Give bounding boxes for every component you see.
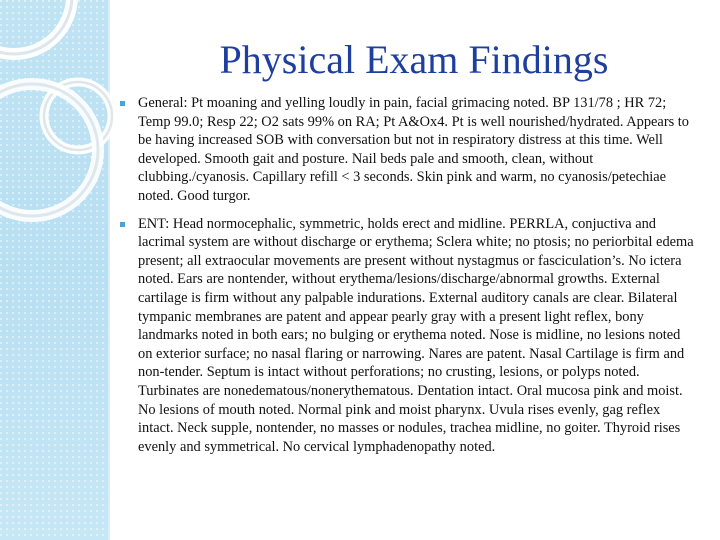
bullet-item-ent bbox=[118, 215, 698, 457]
bullet-square-icon bbox=[120, 222, 125, 227]
ring-top bbox=[0, 0, 72, 54]
bullet-list bbox=[118, 94, 698, 465]
slide-title: Physical Exam Findings bbox=[219, 37, 609, 82]
bullet-square-icon bbox=[120, 101, 125, 106]
bullet-text: ENT: Head normocephalic, symmetric, holds erect and midline. PERRLA, conjuctiva and lacrimal system are without discharge or erythema; Sclera white; no ptosis; no periorbital edema present; all extraocular movements are present without nystagmus or fasciculation’s. No ictera noted. Ears are nontender, without erythema/lesions/discharge/abnormal growths. External cartilage is firm without any palpable indurations. External auditory canals are clear. Bilateral tympanic membranes are patent and appear pearly gray with a present light reflex, bony landmarks noted in both ears; no bulging or erythema noted. Nose is midline, no lesions noted on exterior surface; no nasal flaring or narrowing. Nares are patent. Nasal Cartilage is firm and non-tender. Septum is intact without perforations; no crusting, lesions, or polyps noted. Turbinates are nonedematous/nonerythematous. Dentation intact. Oral mucosa pink and moist. No lesions of mouth noted. Normal pink and moist pharynx. Uvula rises evenly, gag reflex intact. Neck supple, nontender, no masses or nodules, trachea midline, no goiter. Thyroid rises evenly and symmetrical. No cervical lymphadenopathy noted. bbox=[138, 215, 694, 455]
bullet-item-general bbox=[118, 94, 698, 206]
bullet-text: General: Pt moaning and yelling loudly in pain, facial grimacing noted. BP 131/78 ; HR 72; Temp 99.0; Resp 22; O2 sats 99% on RA; Pt A&Ox4. Pt is well nourished/hydrated. Appears to be having increased SOB with conversation but not in respiratory distress at this time. Well developed. Smooth gait and posture. Nail beds pale and smooth, clean, without clubbing./cyanosis. Capillary refill < 3 seconds. Skin pink and warm, no cyanosis/petechiae noted. Good turgor. bbox=[138, 95, 690, 204]
